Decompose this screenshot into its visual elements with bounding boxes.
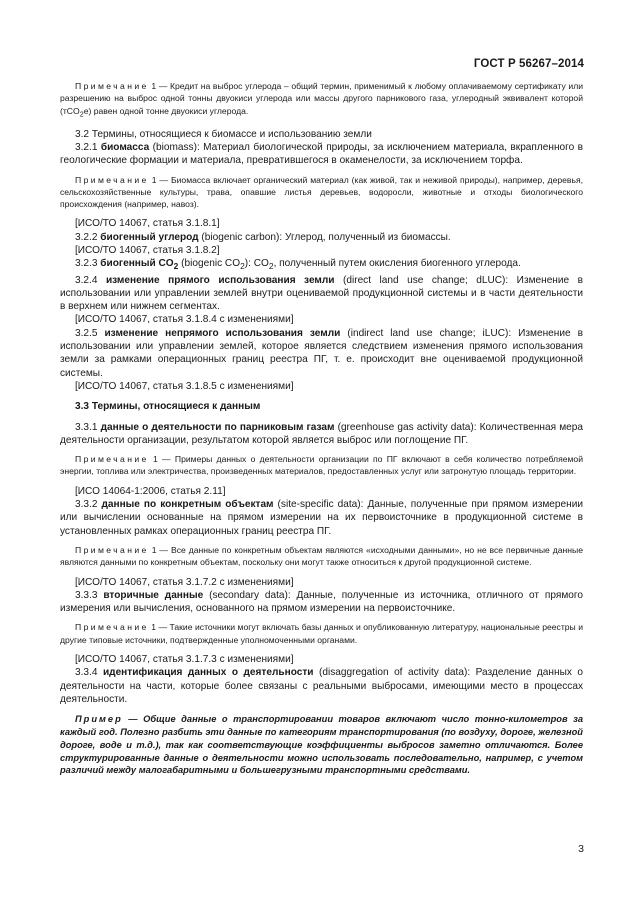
term-3-3-3 <box>60 589 583 616</box>
term-number: 3.3.3 <box>75 589 104 601</box>
note-number: 1 <box>151 622 156 633</box>
note-biomass <box>60 174 583 211</box>
term-definition: (biogenic CO <box>178 258 241 270</box>
term-name: изменение прямого использования земли <box>105 274 335 286</box>
term-definition: (secondary data): Данные, полученные из источника, отличного от прямого измерения или вычисления, основанного на прямом измерении на первоисточнике. <box>60 589 583 615</box>
term-number: 3.2.5 <box>75 327 105 339</box>
page-number: 3 <box>578 843 584 855</box>
term-number: 3.2.3 <box>75 258 101 270</box>
term-3-2-2 <box>60 231 583 244</box>
reference-3-1-8-2: [ИСО/ТО 14067, статья 3.1.8.2] <box>75 244 220 256</box>
term-name <box>100 258 179 272</box>
term-definition: (site-specific data): Данные, полученные при прямом измерении или вычислении основанные на прямом измерении на их первоисточнике в продукционной системе в установленных рамках операционных границ реестра ПГ. <box>60 499 583 537</box>
term-number: 3.2.2 <box>75 231 101 243</box>
term-name-subscript: 2 <box>173 261 179 272</box>
note-text: — Все данные по конкретным объектам являются «исходными данными», но не все первичные данные являются данными по конкретным объектам, поскольку они могут также относиться к другой продукционной системе. <box>60 544 583 568</box>
term-3-2-1 <box>60 141 583 168</box>
term-definition: (greenhouse gas activity data): Количественная мера деятельности организации, результатом которой является выброс или поглощение ПГ. <box>60 421 583 446</box>
reference-3-1-8-5: [ИСО/ТО 14067, статья 3.1.8.5 с изменениями] <box>75 380 294 392</box>
example-label: Пример <box>75 714 123 725</box>
section-3-2-title: 3.2 Термины, относящиеся к биомассе и использованию земли <box>75 128 372 140</box>
note-text: — Биомасса включает органический материал (как живой, так и неживой природы), например, деревья, сельскохозяйственные культуры, трава, опавшие листья деревьев, водоросли, животные и отходы биологического происхождения (например, навоз). <box>60 174 583 210</box>
note-secondary-data <box>60 621 583 646</box>
note-number: 1 <box>151 174 157 185</box>
reference-3-1-7-3: [ИСО/ТО 14067, статья 3.1.7.3 с изменениями] <box>75 654 294 666</box>
example-text: — Общие данные о транспортировании товаров включают число тонно-километров за каждый год. Полезно разбить эти данные по категориям транспортирования (по воздуху, дороге, железной дороге, воде и т.д.), так как соответствующие коэффициенты выбросов заметно отличаются. Более структурированные данные о деятельности можно использовать последовательно, например, с учетом различий между малогабаритными и большегрузными транспортными средствами. <box>60 714 583 776</box>
reference-3-1-8-1: [ИСО/ТО 14067, статья 3.1.8.1] <box>75 218 220 230</box>
note-label: Примечание <box>75 81 149 91</box>
note-activity-data <box>60 453 583 478</box>
note-subscript: 2 <box>79 110 84 119</box>
term-name: вторичные данные <box>103 589 204 601</box>
section-3-3-title: 3.3 Термины, относящиеся к данным <box>75 401 261 413</box>
note-carbon-credit <box>60 80 583 121</box>
note-label: Примечание <box>75 622 149 633</box>
term-number: 3.3.4 <box>75 667 103 679</box>
note-number: 1 <box>151 81 157 91</box>
term-number: 3.2.4 <box>75 274 106 286</box>
term-number: 3.3.1 <box>75 421 101 433</box>
note-label: Примечание <box>75 174 149 185</box>
term-definition: (biogenic carbon): Углерод, полученный из биомассы. <box>198 231 451 243</box>
term-3-3-4 <box>60 666 583 706</box>
term-name: биомасса <box>100 141 150 153</box>
reference-3-1-8-4: [ИСО/ТО 14067, статья 3.1.8.4 с изменениями] <box>75 314 294 326</box>
definition-subscript-2: 2 <box>268 261 274 272</box>
note-number: 1 <box>151 544 157 555</box>
note-site-specific <box>60 544 583 569</box>
term-name: изменение непрямого использования земли <box>104 327 341 339</box>
page-content <box>60 80 583 777</box>
term-name-text: биогенный CO <box>100 258 174 270</box>
reference-iso-14064: [ИСО 14064-1:2006, статья 2.11] <box>75 485 226 497</box>
note-text-end: е) равен одной тонне двуокиси углерода. <box>83 105 249 116</box>
term-name: данные о деятельности по парниковым газам <box>100 421 335 433</box>
term-name: идентификация данных о деятельности <box>102 667 314 679</box>
note-text: — Примеры данных о деятельности организации по ПГ включают в себя количество потребляемой энергии, топлива или электричества, произведенных материалов, предоставленных услуг или затронутую площадь территории. <box>60 454 583 477</box>
term-3-3-2 <box>60 498 583 538</box>
term-definition: (disaggregation of activity data): Разделение данных о деятельности на части, которые более связаны с реальными выбросами, имеющими место в процессах деятельности. <box>60 667 583 705</box>
note-text: — Такие источники могут включать базы данных и опубликованную литературу, национальные реестры и другие типовые источники, подтвержденные уполномоченными органами. <box>60 622 583 645</box>
term-definition: (indirect land use change; iLUC): Изменение в использовании или управлении землей, которое является следствием изменения прямого использования земли за рамками операционных границ реестра ПГ, т. е. происходит вне оцениваемой продукционной системы. <box>60 327 583 379</box>
term-number: 3.2.1 <box>75 141 101 153</box>
note-label: Примечание <box>75 454 149 465</box>
term-name: данные по конкретным объектам <box>101 499 274 511</box>
example-transport <box>60 713 583 777</box>
note-label: Примечание <box>75 544 149 555</box>
term-definition-cont: ): CO <box>244 258 269 270</box>
term-3-2-4 <box>60 274 583 314</box>
note-number: 1 <box>153 454 158 465</box>
definition-subscript: 2 <box>240 261 245 272</box>
term-3-2-5 <box>60 327 583 380</box>
note-text: — Кредит на выброс углерода – общий термин, применимый к любому оплачиваемому сертификату или разрешению на выброс одной тонны двуокиси углерода или массы другого парникового газа, углеродный эквивалент которой (тCO <box>60 81 584 116</box>
term-definition: (biomass): Материал биологической природы, за исключением материала, вкрапленного в геологические формации и материала, превратившегося в окаменелости, за исключением торфа. <box>60 141 583 167</box>
term-name: биогенный углерод <box>100 231 199 243</box>
term-definition: (direct land use change; dLUC): Изменение в использовании или управлении землей внутри оцениваемой продукционной системы и в части деятельности в верхнем или нижнем сегментах. <box>60 274 583 313</box>
reference-3-1-7-2: [ИСО/ТО 14067, статья 3.1.7.2 с изменениями] <box>75 576 294 588</box>
term-number: 3.3.2 <box>75 499 102 511</box>
term-3-2-3 <box>60 257 583 273</box>
term-3-3-1 <box>60 421 583 448</box>
standard-header: ГОСТ Р 56267–2014 <box>473 58 584 70</box>
term-definition-end: , полученный путем окисления биогенного углерода. <box>273 258 521 270</box>
